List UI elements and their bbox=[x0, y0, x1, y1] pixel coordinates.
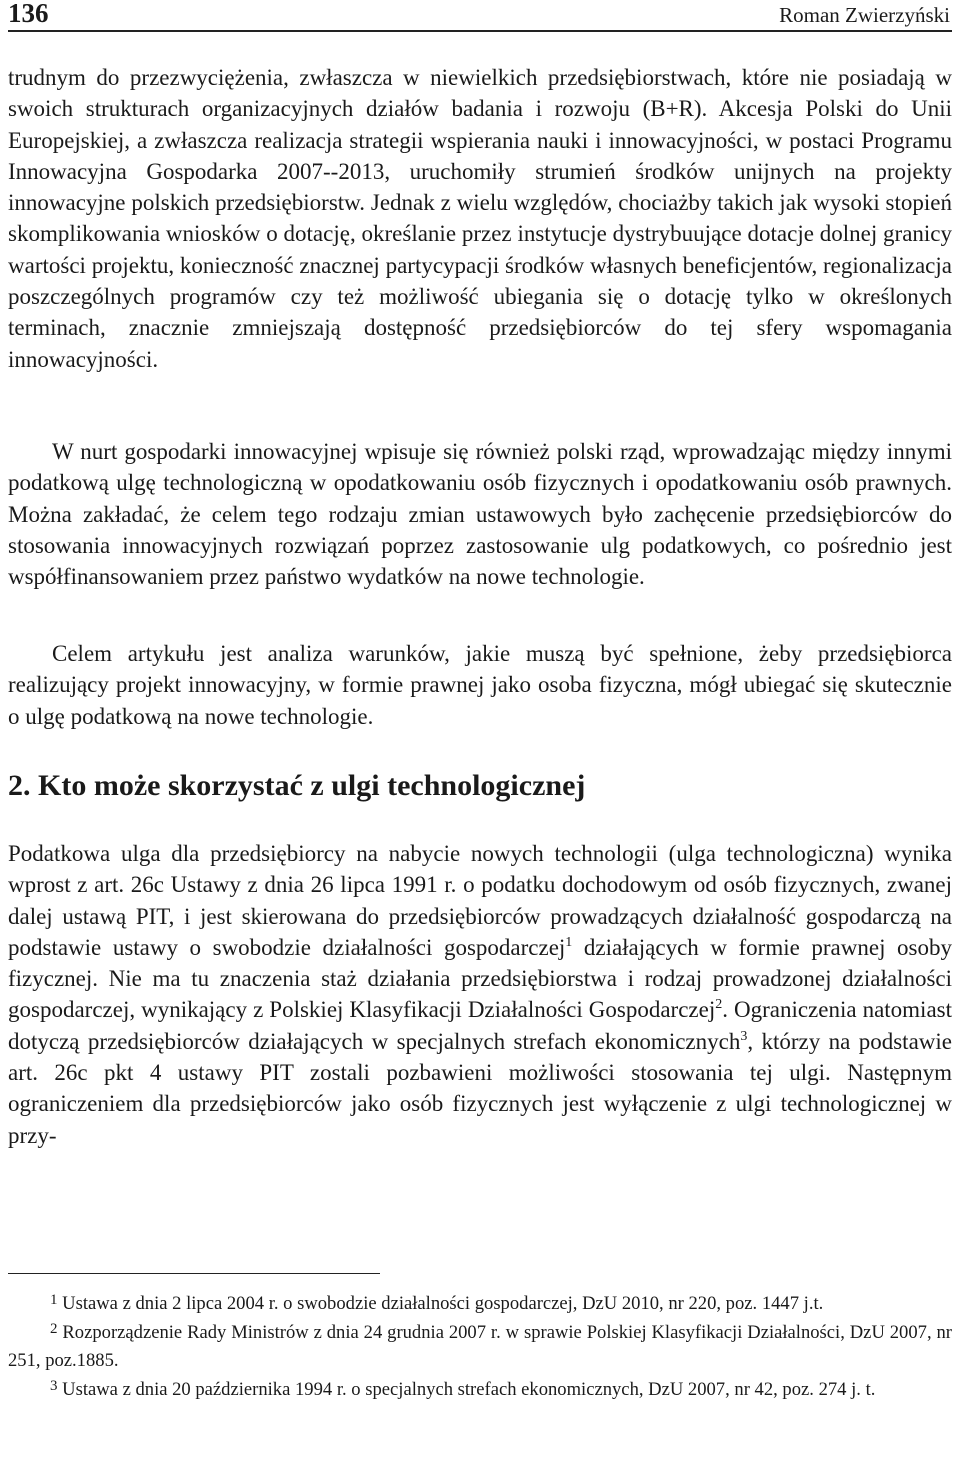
text-run: Podatkowa ulga dla przedsiębiorcy na nabycie nowych technologii (ulga technologiczna) wynika wprost z art. 26c Ustawy z dnia 26 lipca 1991 r. o podatku dochodowym od osób fizycznych, zwanej dalej ustawą PIT, i jest skierowana do przedsiębiorców prowadzących działalność gospodarczą na podstawie ustawy o swobodzie działalności gospodarczej bbox=[8, 841, 952, 960]
footnote-number: 2 bbox=[50, 1320, 58, 1337]
paragraph-text: Celem artykułu jest analiza warunków, jakie muszą być spełnione, żeby przedsiębiorca realizujący projekt innowacyjny, w formie prawnej jako osoba fizyczna, mógł ubiegać się skutecznie o ulgę podatkową na nowe technologie. bbox=[8, 641, 952, 729]
footnote-1 bbox=[8, 1290, 952, 1319]
footnote-number: 1 bbox=[50, 1292, 58, 1308]
section-paragraph-text bbox=[8, 838, 952, 1151]
paragraph-text: trudnym do przezwyciężenia, zwłaszcza w niewielkich przedsiębiorstwach, które nie posiadają w swoich strukturach organizacyjnych działów badania i rozwoju (B+R). Akcesja Polski do Unii Europejskiej, a zwłaszcza realizacja strategii wspierania nauki i innowacyjności, w postaci Programu Innowacyjna Gospodarka 2007--2013, uruchomiły strumień środków unijnych na projekty innowacyjne polskich przedsiębiorstw. Jednak z wielu względów, chociażby takich jak wysoki stopień skomplikowania wniosków o dotację, określanie przez instytucje dystrybuujące dotacje dolnej granicy wartości projektu, konieczność znacznej partycypacji środków własnych beneficjentów, regionalizacja poszczególnych programów czy też możliwość ubiegania się o dotację tylko w określonych terminach, znacznie zmniejszają dostępność przedsiębiorców do tej sfery wspomagania innowacyjności. bbox=[8, 65, 952, 372]
section-heading: 2. Kto może skorzystać z ulgi technologicznej bbox=[8, 769, 586, 802]
footnote-separator bbox=[8, 1273, 380, 1274]
footnote-text: Ustawa z dnia 20 października 1994 r. o specjalnych strefach ekonomicznych, DzU 2007, nr 42, poz. 274 j. t. bbox=[62, 1378, 876, 1400]
text-run: . Ograniczenia natomiast dotyczą przedsiębiorców działających w specjalnych strefach ekonomicznych bbox=[8, 997, 953, 1054]
footnote-text: Ustawa z dnia 2 lipca 2004 r. o swobodzie działalności gospodarczej, DzU 2010, nr 220, poz. 1447 j.t. bbox=[62, 1293, 824, 1314]
paragraph-text: W nurt gospodarki innowacyjnej wpisuje się również polski rząd, wprowadzając między innymi podatkową ulgę technologiczną w opodatkowaniu osób fizycznych i opodatkowaniu osób prawnych. Można zakładać, że celem tego rodzaju zmian ustawowych było zachęcenie przedsiębiorców do stosowania innowacyjnych rozwiązań poprzez zastosowanie ulg podatkowych, co pośrednio jest współfinansowaniem przez państwo wydatków na nowe technologie. bbox=[8, 439, 952, 590]
text-run: działających w formie prawnej osoby fizycznej. Nie ma tu znaczenia staż działania przedsiębiorstwa i rodzaj prowadzonej działalności gospodarczej, wynikający z Polskiej Klasyfikacji Działalności Gospodarczej bbox=[8, 934, 952, 1023]
footnote-marker-2[interactable]: 2 bbox=[715, 997, 723, 1013]
footnote-marker-1[interactable]: 1 bbox=[565, 934, 573, 950]
paragraph-3 bbox=[8, 638, 952, 732]
footnote-3 bbox=[8, 1376, 952, 1405]
footnotes bbox=[8, 1290, 952, 1404]
text-run: , którzy na podstawie art. 26c pkt 4 ustawy PIT zostali pozbawieni możliwości stosowania tej ulgi. Następnym ograniczeniem dla przedsiębiorców jako osób fizycznych jest wyłączenie z ulgi technologicznej w przy- bbox=[8, 1028, 952, 1148]
section-paragraph bbox=[8, 838, 952, 1151]
footnote-number: 3 bbox=[50, 1377, 58, 1394]
footnote-2 bbox=[8, 1319, 952, 1376]
footnote-text: Rozporządzenie Rady Ministrów z dnia 24 grudnia 2007 r. w sprawie Polskiej Klasyfikacji Działalności, DzU 2007, nr 251, poz.1885. bbox=[8, 1321, 952, 1371]
running-header-author: Roman Zwierzyński bbox=[779, 3, 950, 27]
paragraph-2 bbox=[8, 436, 952, 592]
footnote-marker-3[interactable]: 3 bbox=[740, 1028, 748, 1044]
page-number: 136 bbox=[8, 0, 49, 28]
paragraph-1 bbox=[8, 62, 952, 375]
running-header bbox=[8, 0, 952, 32]
